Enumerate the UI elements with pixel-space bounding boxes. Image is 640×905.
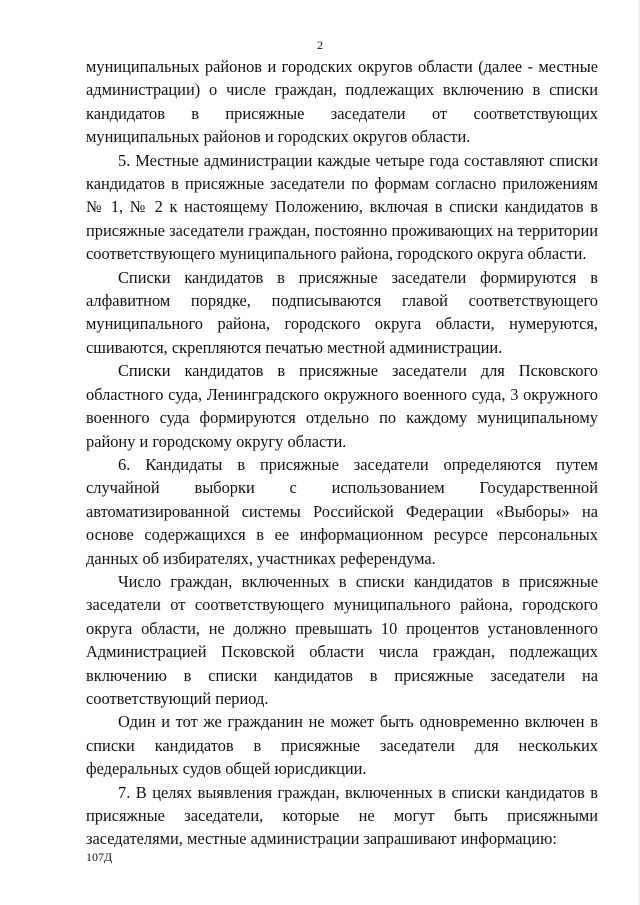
paragraph-item-5: 5. Местные администрации каждые четыре года составляют списки кандидатов в присяжные заседатели по формам согласно приложениям № 1, № 2 к настоящему Положению, включая в списки кандидатов в присяжные заседатели граждан, постоянно проживающих на территории соответствующего муниципального района, городского округа области. <box>86 150 598 264</box>
paragraph-item-6: 6. Кандидаты в присяжные заседатели определяются путем случайной выборки с использованием Государственной автоматизированной системы Российской Федерации «Выборы» на основе содержащихся в ее информационном ресурсе персональных данных об избирателях, участниках референдума. <box>86 454 598 568</box>
paragraph-single-inclusion: Один и тот же гражданин не может быть одновременно включен в списки кандидатов в присяжные заседатели для нескольких федеральных судов общей юрисдикции. <box>86 712 598 779</box>
page-number: 2 <box>317 38 323 52</box>
paragraph-lists-formation: Списки кандидатов в присяжные заседатели формируются в алфавитном порядке, подписываются главой соответствующего муниципального района, городского округа области, нумеруются, сшиваются, скрепляются печатью местной администрации. <box>86 267 598 357</box>
paragraph-continuation: муниципальных районов и городских округов области (далее - местные администрации) о числе граждан, подлежащих включению в списки кандидатов в присяжные заседатели от соответствующих муниципальных районов и городских округов области. <box>86 57 598 147</box>
paragraph-limit: Число граждан, включенных в списки кандидатов в присяжные заседатели от соответствующего муниципального района, городского округа области, не должно превышать 10 процентов установленного Администрацией Псковской области числа граждан, подлежащих включению в списки кандидатов в присяжные заседатели на соответствующий период. <box>86 571 598 708</box>
footer-document-code: 107Д <box>86 850 113 864</box>
paragraph-lists-courts: Списки кандидатов в присяжные заседатели для Псковского областного суда, Ленинградского окружного военного суда, 3 окружного военного суда формируются отдельно по каждому муниципальному району и городскому округу области. <box>86 361 598 451</box>
document-body <box>86 55 598 851</box>
paragraph-item-7: 7. В целях выявления граждан, включенных в списки кандидатов в присяжные заседатели, которые не могут быть присяжными заседателями, местные администрации запрашивают информацию: <box>86 782 598 849</box>
